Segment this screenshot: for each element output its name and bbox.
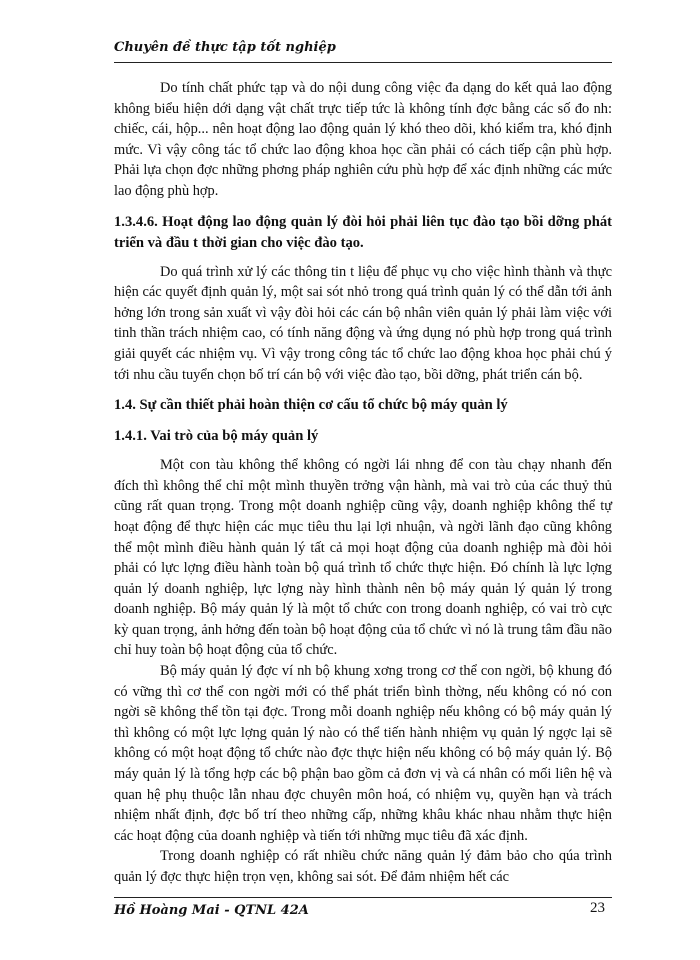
paragraph: Trong doanh nghiệp có rất nhiều chức năng quản lý đảm bảo cho qúa trình quản lý đợc thực hiện trọn vẹn, không sai sót. Để đảm nhiệm hết các [114, 848, 612, 885]
page-body [114, 78, 612, 888]
subsection-heading: 1.4.1. Vai trò của bộ máy quản lý [114, 428, 319, 445]
paragraph: Do tính chất phức tạp và do nội dung công việc đa dạng do kết quả lao động không biểu hiện dới dạng vật chất trực tiếp tức là không tính đợc bằng các số đo nh: chiếc, cái, hộp... nên hoạt động lao động quản lý khó theo dõi, khó kiểm tra, khó định mức. Vì vậy công tác tổ chức lao động khoa học cần phải có cách tiếp cận phù hợp. Phải lựa chọn đợc những phơng pháp nghiên cứu phù hợp để xác định những các mức lao động phù hợp. [114, 80, 612, 199]
footer-author: Hồ Hoàng Mai - QTNL 42A [114, 903, 309, 918]
paragraph: Một con tàu không thể không có ngời lái nhng để con tàu chạy nhanh đến đích thì không thể chỉ một mình thuyền trởng vận hành, mà vai trò của các thuỷ thủ cũng rất quan trọng. Trong một doanh nghiệp cũng vậy, doanh nghiệp không thể tự hoạt động để thực hiện các mục tiêu thu lại lợi nhuận, và ngời lãnh đạo cũng không thể một mình điều hành quản lý tất cả mọi hoạt động của doanh nghiệp mà đòi hỏi phải có lực lợng điều hành toàn bộ quá trình tổ chức thực hiện. Đó chính là lực lợng quản lý doanh nghiệp, lực lợng này hình thành nên bộ máy quản lý quản lý trong doanh nghiệp. Bộ máy quản lý là một tổ chức con trong doanh nghiệp, có vai trò cực kỳ quan trọng, ảnh hởng đến toàn bộ hoạt động của tổ chức vì nó là trung tâm đầu não chỉ huy toàn bộ hoạt động của tổ chức. [114, 457, 612, 659]
running-header: Chuyên đề thực tập tốt nghiệp [114, 40, 336, 55]
paragraph: Bộ máy quản lý đợc ví nh bộ khung xơng trong cơ thể con ngời, bộ khung đó có vững thì cơ thể con ngời mới có thể phát triển bình thờng, nếu không có nó con ngời sẽ không thể tồn tại đợc. Trong mỗi doanh nghiệp nếu không có bộ máy quản lý thì không có một lực lợng quản lý nào có thể tiến hành nhiệm vụ quản lý ngợc lại sẽ không có một hoạt động tổ chức nào đợc thực hiện nếu không có bộ máy quản lý. Bộ máy quản lý là tổng hợp các bộ phận bao gồm cả đơn vị và cá nhân có mối liên hệ và quan hệ phụ thuộc lẫn nhau đợc chuyên môn hoá, có nhiệm vụ, quyền hạn và trách nhiệm nhất định, đợc bố trí theo những cấp, những khâu khác nhau nhằm thực hiện các hoạt động của doanh nghiệp và tiến tới những mục tiêu đã xác định. [114, 663, 612, 844]
page-number: 23 [590, 900, 605, 916]
paragraph: Do quá trình xử lý các thông tin t liệu để phục vụ cho việc hình thành và thực hiện các quyết định quản lý, một sai sót nhỏ trong quá trình quản lý có thể dẫn tới ảnh hởng lớn trong sản xuất vì vậy đòi hỏi các cán bộ nhân viên quản lý phải làm việc với tinh thần trách nhiệm cao, có tính năng động và ứng dụng nó phù hợp trong quá trình giải quyết các nhiệm vụ. Vì vậy trong công tác tổ chức lao động khoa học phải chú ý tới nhu cầu tuyển chọn bố trí cán bộ với việc đào tạo, bồi dỡng, phát triển cán bộ. [114, 263, 612, 383]
section-heading: 1.3.4.6. Hoạt động lao động quản lý đòi hỏi phải liên tục đào tạo bồi dỡng phát triển và đầu t thời gian cho việc đào tạo. [114, 213, 612, 251]
footer-divider [114, 897, 612, 898]
section-heading: 1.4. Sự cần thiết phải hoàn thiện cơ cấu tổ chức bộ máy quản lý [114, 397, 508, 414]
header-divider [114, 62, 612, 63]
